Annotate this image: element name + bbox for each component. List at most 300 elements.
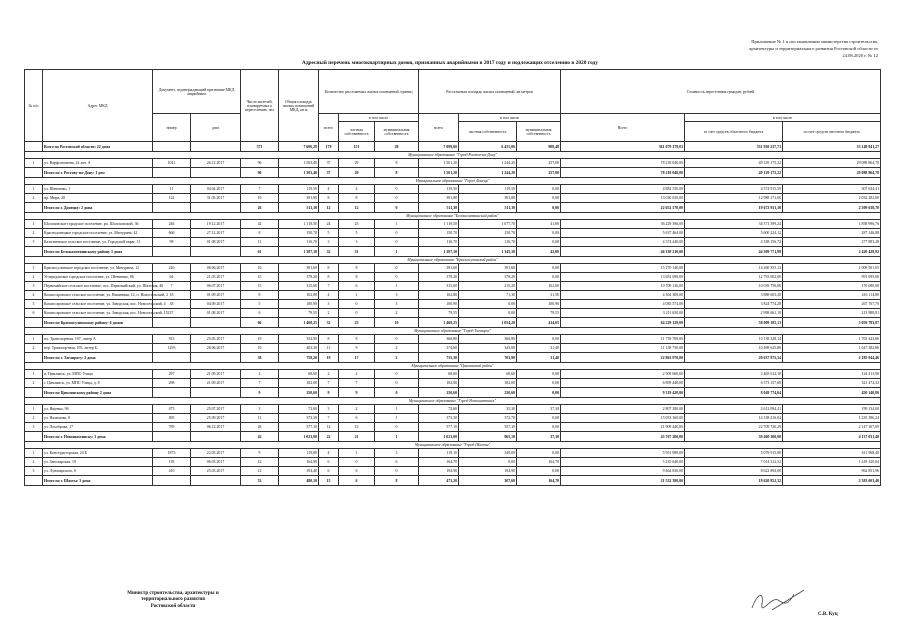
table-cell: 25.09.2017 (191, 414, 241, 423)
table-cell: 28 (241, 423, 279, 432)
table-cell: 965,10 (459, 432, 517, 442)
table-cell: 391,80 (279, 194, 319, 203)
municipality-label: Муниципальное образование "Город Донецк" (25, 178, 881, 185)
table-cell: 3 211 650,00 (561, 309, 685, 318)
table-cell: 3 (375, 300, 419, 309)
table-cell: 349,00 (459, 449, 517, 458)
table-cell: 19.12.2017 (191, 220, 241, 229)
municipality-row (25, 442, 881, 449)
table-cell: 116,70 (279, 238, 319, 247)
table-cell: 1 235 396,24 (783, 414, 881, 423)
table-cell: Первомайское сельское поселение, пос. Первомайский, ул. Шахтная, 40 (43, 282, 153, 291)
table-cell: 913 (153, 335, 191, 344)
table-cell: 25.03.2017 (191, 467, 241, 476)
table-cell: 11 (153, 185, 191, 194)
table-cell: 1 503,40 (279, 168, 319, 178)
table-cell (191, 353, 241, 363)
table-cell: 0,00 (517, 229, 561, 238)
table-cell: Всего по Ростовской области: 22 дома (43, 142, 153, 152)
table-cell: 100,90 (419, 300, 459, 309)
table-row (25, 282, 881, 291)
table-cell: 2 (25, 229, 43, 238)
table-cell: Комиссаровское сельское поселение, ул. Заводская, пос. Новосельский, 4 (43, 300, 153, 309)
table-cell: Итого по Цимлянскому району 2 дома (43, 388, 153, 398)
table-cell (25, 203, 43, 213)
table-cell: 199 134,00 (783, 405, 881, 414)
table-cell: 96 (241, 168, 279, 178)
table-cell: 31 (339, 247, 375, 257)
table-cell: ул. Ященко, 96 (43, 405, 153, 414)
table-cell: 1 (375, 432, 419, 442)
table-cell: 0 (339, 458, 375, 467)
table-cell: 1 418 320,04 (783, 458, 881, 467)
header-area-private: частная собственность (459, 122, 517, 142)
table-cell: 0,00 (517, 388, 561, 398)
table-cell: 0,00 (459, 458, 517, 467)
table-cell: 15 053 160,00 (561, 414, 685, 423)
table-cell: 391,60 (419, 264, 459, 273)
table-cell: 758,20 (279, 353, 319, 363)
table-cell: 24 (319, 220, 339, 229)
table-cell: 2 (319, 309, 339, 318)
table-cell: 473,20 (419, 476, 459, 486)
table-cell: 06.06.2017 (191, 264, 241, 273)
table-cell: 36 229 396,00 (561, 220, 685, 229)
table-cell: 8 (339, 194, 375, 203)
table-cell: 8 (319, 264, 339, 273)
table-cell: 298 (153, 379, 191, 388)
table-cell: Краснодонецкое городское поселение, ул. Мичурина, 42 (43, 229, 153, 238)
table-cell: 1 023,00 (419, 432, 459, 442)
table-cell: 410 (153, 467, 191, 476)
table-cell: 0,00 (517, 238, 561, 247)
table-cell: 1 (25, 405, 43, 414)
table-cell: 2 (375, 353, 419, 363)
table-cell: пер. Транспортная, 195, литер Б (43, 344, 153, 353)
table-cell: 19 (319, 353, 339, 363)
table-cell: 1 023,00 (279, 432, 319, 442)
table-cell: 150,70 (459, 229, 517, 238)
table-cell: 360,80 (459, 335, 517, 344)
table-cell: 4 137 031,40 (783, 432, 881, 442)
table-cell: 5 235 640,00 (561, 458, 685, 467)
table-cell: 119,50 (279, 185, 319, 194)
table-cell (153, 432, 191, 442)
table-cell (153, 318, 191, 328)
table-cell: 72,60 (419, 405, 459, 414)
table-cell: 511,30 (459, 203, 517, 213)
table-cell: 12 (319, 423, 339, 432)
table-row (25, 449, 881, 458)
table-cell: 1 (25, 370, 43, 379)
table-cell: 1 468,25 (279, 318, 319, 328)
table-cell: 71,30 (459, 291, 517, 300)
table-cell: 511,30 (279, 203, 319, 213)
table-cell: 19 672 931,30 (685, 203, 783, 213)
municipality-row (25, 363, 881, 370)
table-cell (25, 247, 43, 257)
table-cell: 0,00 (517, 273, 561, 282)
table-cell (25, 476, 43, 486)
table-cell: 0 (375, 467, 419, 476)
table-cell: 12 988 171,00 (685, 194, 783, 203)
table-cell: 15 (319, 476, 339, 486)
table-cell: 1 (375, 405, 419, 414)
table-cell: 19 (241, 344, 279, 353)
table-cell: 9 (241, 388, 279, 398)
table-cell: 38 (241, 353, 279, 363)
table-cell: 37 (319, 159, 339, 168)
table-cell (25, 388, 43, 398)
table-cell (25, 432, 43, 442)
table-cell: 331 930 237,73 (685, 142, 783, 152)
table-cell: 119,10 (419, 449, 459, 458)
municipality-label: Муниципальное образование "Город Ростов-на-Дону" (25, 152, 881, 159)
table-cell: 21 909 440,00 (561, 423, 685, 432)
table-cell: 68,60 (279, 370, 319, 379)
table-cell: 18 620 852,32 (685, 476, 783, 486)
table-cell: 403,30 (279, 344, 319, 353)
table-cell: 124 (153, 194, 191, 203)
table-cell: 23 (339, 220, 375, 229)
table-cell: 3 888 605,20 (685, 291, 783, 300)
total-row (25, 388, 881, 398)
table-cell: 343,00 (459, 344, 517, 353)
table-cell: 182,00 (279, 379, 319, 388)
table-cell: 6 (375, 458, 419, 467)
table-cell: 42 (241, 432, 279, 442)
table-cell: 25.07.2017 (191, 405, 241, 414)
total-row (25, 203, 881, 213)
header-area: Общая площадь жилых помещений МКД, кв.м (279, 70, 319, 142)
table-cell: ул. Лохоброва, 17 (43, 423, 153, 432)
table-cell: 1293 (153, 344, 191, 353)
header-cost-regional: за счет средств областного бюджета (685, 122, 783, 142)
table-cell: 20 637 975,54 (685, 353, 783, 363)
table-row (25, 273, 881, 282)
table-cell: 100,90 (279, 300, 319, 309)
table-cell: 21 (339, 432, 375, 442)
table-cell: 79,55 (517, 309, 561, 318)
table-cell: 0,00 (517, 379, 561, 388)
table-cell: 194,90 (459, 467, 517, 476)
table-cell: Итого по г. Донецку: 2 дома (43, 203, 153, 213)
table-cell: ул. Варфоломеева, 24 лит. А (43, 159, 153, 168)
table-cell: 18 (153, 291, 191, 300)
table-cell: 3 (241, 405, 279, 414)
table-cell: 06.03.2017 (191, 458, 241, 467)
table-row (25, 229, 881, 238)
table-cell: 0,00 (517, 414, 561, 423)
municipality-row (25, 178, 881, 185)
total-row (25, 432, 881, 442)
register-table (24, 69, 881, 486)
table-cell: 22 652 570,00 (561, 203, 685, 213)
table-cell: 7 014 312,52 (685, 458, 783, 467)
appendix-line-3: 24.08.2020 г. № 12 (842, 53, 878, 58)
table-cell: 102,80 (419, 291, 459, 300)
table-cell: 611 968,40 (783, 449, 881, 458)
table-cell: 4 304 300,00 (561, 291, 685, 300)
table-cell: 150,70 (279, 229, 319, 238)
table-cell: 373,30 (279, 414, 319, 423)
table-cell: 182,00 (419, 379, 459, 388)
table-cell: 1 (339, 291, 375, 300)
table-cell: 96 (241, 159, 279, 168)
table-cell: 373,30 (419, 414, 459, 423)
table-cell: 2 (241, 370, 279, 379)
table-cell: 2 (25, 344, 43, 353)
table-cell: 29 088 864,78 (783, 168, 881, 178)
table-cell: 58 009 185,13 (685, 318, 783, 328)
table-cell: 29 088 864,78 (783, 159, 881, 168)
table-cell: 9 (241, 449, 279, 458)
table-cell: 28 (375, 142, 419, 152)
table-cell: Калитвенское сельское поселение, ул. Городской овраг, 11 (43, 238, 153, 247)
table-cell (191, 142, 241, 152)
table-cell: 315,60 (279, 282, 319, 291)
table-cell: 22.05.2017 (191, 449, 241, 458)
table-row (25, 344, 881, 353)
table-cell (191, 476, 241, 486)
total-row (25, 168, 881, 178)
table-cell: 33 148 941,27 (783, 142, 881, 152)
table-cell: 8 (375, 476, 419, 486)
table-cell (153, 353, 191, 363)
table-cell: 3 824 774,28 (685, 300, 783, 309)
table-row (25, 423, 881, 432)
table-cell: 4 (319, 185, 339, 194)
table-cell (153, 247, 191, 257)
table-cell: 213 988,81 (783, 309, 881, 318)
table-cell: 2 (319, 370, 339, 379)
table-cell: 44 309 771,98 (685, 247, 783, 257)
table-cell: 8 (339, 335, 375, 344)
table-cell: 250,60 (419, 388, 459, 398)
table-cell: 360,80 (419, 335, 459, 344)
table-cell: 6 (339, 282, 375, 291)
table-cell: 179 (319, 142, 339, 152)
table-cell: 37,30 (517, 432, 561, 442)
table-cell: 43 767 280,00 (561, 432, 685, 442)
table-row (25, 335, 881, 344)
table-cell: 8 (375, 159, 419, 168)
table-row (25, 379, 881, 388)
table-cell: 9 (339, 388, 375, 398)
table-cell: 0 (375, 370, 419, 379)
table-cell: Итого по г. Шахты: 3 дома (43, 476, 153, 486)
table-cell: 5 600 224,12 (685, 229, 783, 238)
table-cell: 12 (241, 467, 279, 476)
table-row (25, 467, 881, 476)
table-cell: 414,05 (517, 318, 561, 328)
table-cell: 23 (339, 318, 375, 328)
municipality-row (25, 398, 881, 405)
table-cell: 3 (25, 423, 43, 432)
table-cell: 31,50 (517, 291, 561, 300)
table-cell: 15 (241, 273, 279, 282)
table-cell: пр. Мира, 28 (43, 194, 153, 203)
table-cell: 6 (319, 458, 339, 467)
table-cell: 64 229 129,00 (561, 318, 685, 328)
handwritten-signature (748, 588, 808, 614)
table-cell: 124 413,90 (783, 370, 881, 379)
table-cell: 164,70 (517, 476, 561, 486)
table-cell: 511,30 (419, 203, 459, 213)
table-cell: 22 709 720,29 (685, 423, 783, 432)
table-cell: 5 637 464,00 (561, 229, 685, 238)
table-cell: 12 793 002,00 (685, 273, 783, 282)
table-cell: 10 498 625,86 (685, 344, 783, 353)
table-cell: 12 (241, 458, 279, 467)
table-cell: 1 (25, 220, 43, 229)
table-cell (25, 318, 43, 328)
document-title: Адресный перечень многоквартирных домов, признанных аварийными в 2017 году и подлежащих отселению в 2020 году (301, 60, 599, 66)
table-cell: 26.12.2017 (191, 159, 241, 168)
table-cell: п. Цимлянск, ул. МПС-Улица (43, 370, 153, 379)
table-cell: 6 (339, 476, 375, 486)
table-cell: 277 883,28 (783, 238, 881, 247)
appendix-note (648, 38, 878, 59)
table-cell: 321 472,32 (783, 379, 881, 388)
table-cell: 4 882 550,00 (561, 185, 685, 194)
table-cell: 215,20 (459, 282, 517, 291)
table-cell: 371 (241, 142, 279, 152)
table-cell: 32 (319, 247, 339, 257)
table-row (25, 194, 881, 203)
table-cell: 10 039 750,00 (685, 282, 783, 291)
table-cell: 480,10 (279, 476, 319, 486)
table-cell: 37 (153, 309, 191, 318)
table-cell: 41,80 (517, 220, 561, 229)
table-cell: 5 (241, 300, 279, 309)
table-cell: 0,00 (517, 335, 561, 344)
table-cell: 1873 (153, 449, 191, 458)
table-cell: 38 (153, 300, 191, 309)
table-cell: 32 (319, 318, 339, 328)
municipality-label: Муниципальное образование "Красносулинский район" (25, 257, 881, 264)
table-cell: 2 (25, 194, 43, 203)
table-cell: 68,60 (419, 370, 459, 379)
table-cell: 2 185 944,46 (783, 353, 881, 363)
header-rooms-incl: в том числе (339, 114, 419, 122)
table-cell: Шолоховское городское поселение, рп. Шолоховский, 36 (43, 220, 153, 229)
table-cell: 2 509 638,70 (783, 203, 881, 213)
table-cell: 04.04.2017 (191, 185, 241, 194)
table-cell: 391,80 (459, 194, 517, 203)
table-cell: ул. Луначарского, 6 (43, 467, 153, 476)
table-cell: 4 (25, 291, 43, 300)
table-cell: 61 (241, 247, 279, 257)
table-cell: 15 270 140,00 (561, 264, 685, 273)
table-cell: 66 (241, 318, 279, 328)
table-cell: 9 (339, 344, 375, 353)
table-cell: 2 465 612,10 (685, 370, 783, 379)
table-cell: 1 009 501,05 (783, 264, 881, 273)
signature-line-2: территориального развития (141, 597, 205, 603)
total-row (25, 318, 881, 328)
table-cell: 49 129 175,22 (685, 159, 783, 168)
table-cell: Углеродовское городское поселение, ул. Шевченко, 86 (43, 273, 153, 282)
table-cell: 2 420 428,92 (783, 247, 881, 257)
table-cell: 0,00 (459, 300, 517, 309)
table-cell: 11 (241, 238, 279, 247)
table-cell: 3 (375, 291, 419, 300)
table-cell (153, 388, 191, 398)
table-cell (25, 168, 43, 178)
table-cell (191, 247, 241, 257)
table-cell: пл. Транспортная, 197, литер А (43, 335, 153, 344)
table-cell: 8 (241, 229, 279, 238)
table-cell: 33 (241, 476, 279, 486)
table-cell: 475 (153, 405, 191, 414)
table-cell: 19 (241, 194, 279, 203)
table-cell: 9 (319, 388, 339, 398)
table-cell: 8 049 774,04 (685, 388, 783, 398)
header-address: Адрес МКД (43, 70, 153, 142)
table-cell: 1 119,50 (419, 220, 459, 229)
header-area-total: всего (419, 114, 459, 142)
table-cell: 1 (25, 335, 43, 344)
table-cell: 307,60 (459, 476, 517, 486)
table-row (25, 291, 881, 300)
table-cell: 1 345,10 (459, 247, 517, 257)
table-cell: ул. Заполярская, 19 (43, 458, 153, 467)
table-header (25, 70, 881, 142)
table-cell: Итого по г. Таганрогу: 2 дома (43, 353, 153, 363)
table-cell: 2 147 107,09 (783, 423, 881, 432)
table-cell: 98 (153, 238, 191, 247)
table-cell: 1 (25, 449, 43, 458)
table-cell: 0 (375, 335, 419, 344)
table-cell: 1 (339, 449, 375, 458)
table-cell: 119,80 (279, 449, 319, 458)
table-cell: 164,70 (419, 458, 459, 467)
table-cell: 2 383 603,40 (783, 476, 881, 486)
municipality-label: Муниципальное образование "Цимлянский район" (25, 363, 881, 370)
table-cell: 735,30 (419, 353, 459, 363)
table-row (25, 309, 881, 318)
table-cell: 0,00 (517, 370, 561, 379)
table-cell: 6 (241, 309, 279, 318)
table-cell: 14 138 416,04 (685, 414, 783, 423)
table-cell: 0,00 (517, 194, 561, 203)
table-cell: 267 767,70 (783, 300, 881, 309)
table-cell: 0 (375, 423, 419, 432)
table-cell: 12 (339, 203, 375, 213)
table-cell: 378,20 (279, 273, 319, 282)
table-cell: 577,10 (279, 423, 319, 432)
table-cell: 0 (375, 379, 419, 388)
header-cost: Стоимость переселения граждан, рублей (561, 70, 881, 114)
table-cell: 29 (339, 159, 375, 168)
table-row (25, 405, 881, 414)
table-cell: 15 (241, 282, 279, 291)
table-cell: 3 (25, 282, 43, 291)
table-cell: 2 807 280,00 (561, 405, 685, 414)
table-cell: 01.08.2017 (191, 309, 241, 318)
table-cell: 5 (339, 229, 375, 238)
table-cell: 1 (375, 220, 419, 229)
table-cell: 78 218 040,00 (561, 168, 685, 178)
table-cell: 226 (153, 264, 191, 273)
table-cell: 2 (25, 458, 43, 467)
table-row (25, 414, 881, 423)
table-row (25, 220, 881, 229)
municipality-label: Муниципальное образование "Город Новошахтинск" (25, 398, 881, 405)
table-cell: 7 (241, 185, 279, 194)
table-cell: 250,60 (279, 388, 319, 398)
